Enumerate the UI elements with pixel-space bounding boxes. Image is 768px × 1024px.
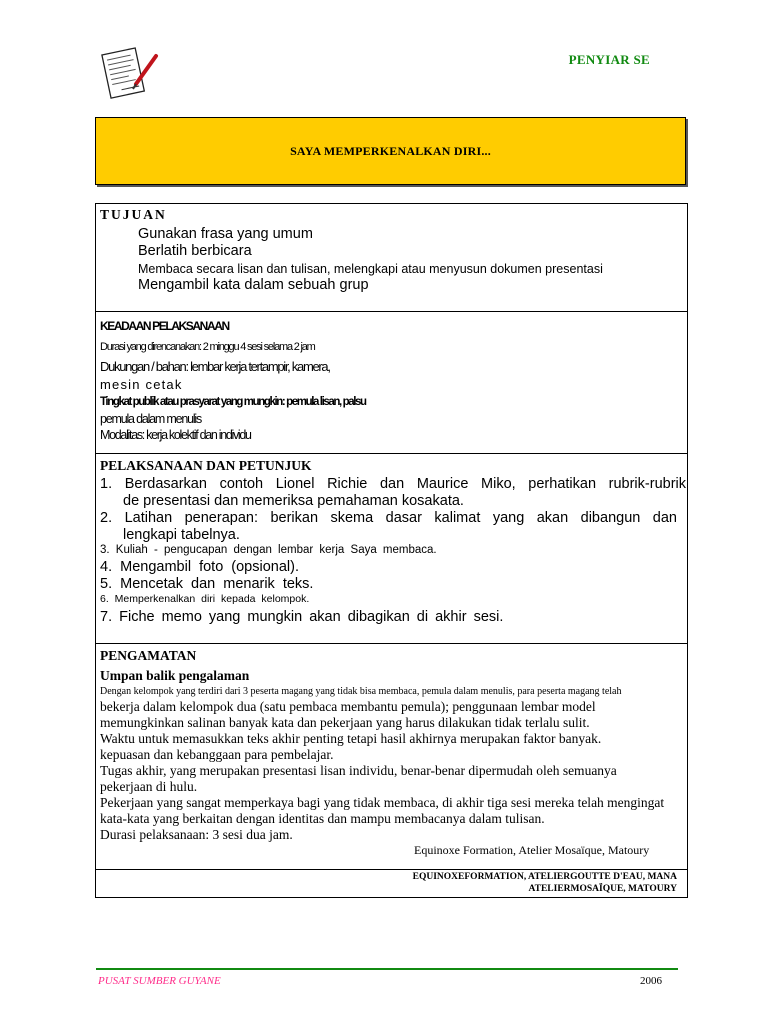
objective-item: Mengambil kata dalam sebuah grup (138, 277, 369, 293)
header-label: PENYIAR SE (568, 52, 650, 67)
section-title: PELAKSANAAN DAN PETUNJUK (100, 458, 312, 473)
section-tujuan (96, 204, 687, 312)
observation-line: Durasi pelaksanaan: 3 sesi dua jam. (100, 827, 293, 842)
source-line: EQUINOXEFORMATION, ATELIERGOUTTE D'EAU, MANA (412, 872, 677, 882)
observation-line: Tugas akhir, yang merupakan presentasi lisan individu, benar-benar dipermudah oleh semuanya (100, 763, 617, 778)
footer-divider (96, 968, 678, 970)
condition-line: Durasi yang direncanakan: 2 minggu 4 sesi selama 2 jam (100, 341, 315, 353)
section-title: TUJUAN (100, 207, 167, 222)
observation-line: bekerja dalam kelompok dua (satu pembaca membantu pemula); penggunaan lembar model (100, 699, 596, 714)
observation-line: Pekerjaan yang sangat memperkaya bagi yang tidak membaca, di akhir tiga sesi mereka telah mengingat (100, 795, 665, 810)
document-pen-icon (98, 44, 160, 100)
step-item: 1. Berdasarkan contoh Lionel Richie dan Maurice Miko, perhatikan rubrik-rubrik (100, 476, 686, 492)
condition-line: pemula dalam menulis (100, 412, 202, 426)
observation-subheading: Umpan balik pengalaman (100, 668, 250, 683)
condition-line: Modalitas: kerja kolektif dan individu (100, 428, 251, 442)
source-line: ATELIERMOSAÏQUE, MATOURY (528, 884, 677, 894)
page-title: SAYA MEMPERKENALKAN DIRI... (290, 144, 491, 158)
footer-org: PUSAT SUMBER GUYANE (98, 975, 221, 987)
title-box (95, 117, 686, 185)
condition-line: mesin cetak (100, 377, 183, 392)
section-keadaan (96, 312, 687, 454)
step-item: 2. Latihan penerapan: berikan skema dasar kalimat yang akan dibangun dan (100, 510, 677, 526)
section-source (96, 870, 687, 897)
observation-line: memungkinkan salinan banyak kata dan pekerjaan yang harus dilakukan tidak terlalu sulit. (100, 715, 590, 730)
section-title: PENGAMATAN (100, 648, 197, 663)
objective-item: Membaca secara lisan dan tulisan, melengkapi atau menyusun dokumen presentasi (138, 262, 603, 276)
step-item: 6. Memperkenalkan diri kepada kelompok. (100, 593, 310, 605)
observation-line: Dengan kelompok yang terdiri dari 3 peserta magang yang tidak bisa membaca, pemula dalam menulis, para peserta magang telah (100, 686, 622, 697)
condition-line: Dukungan / bahan: lembar kerja tertampir, kamera, (100, 359, 330, 374)
section-title: KEADAAN PELAKSANAAN (100, 319, 229, 333)
step-item: 5. Mencetak dan menarik teks. (100, 576, 314, 592)
activity-sheet (95, 203, 688, 898)
step-item: 4. Mengambil foto (opsional). (100, 559, 299, 575)
step-item: de presentasi dan memeriksa pemahaman kosakata. (123, 493, 464, 509)
objective-item: Berlatih berbicara (138, 243, 252, 259)
observation-line: pekerjaan di hulu. (100, 779, 198, 794)
step-item: 3. Kuliah - pengucapan dengan lembar kerja Saya membaca. (100, 544, 437, 556)
credit-line: Equinoxe Formation, Atelier Mosaïque, Matoury (414, 843, 650, 857)
observation-line: kata-kata yang berkaitan dengan identitas dan mampu membacanya dalam tulisan. (100, 811, 545, 826)
objective-item: Gunakan frasa yang umum (138, 226, 313, 242)
condition-line: Tingkat publik atau prasyarat yang mungkin: pemula lisan, palsu (100, 396, 366, 408)
step-item: 7. Fiche memo yang mungkin akan dibagikan di akhir sesi. (100, 609, 504, 625)
observation-line: Waktu untuk memasukkan teks akhir penting tetapi hasil akhirnya merupakan faktor banyak. (100, 731, 602, 746)
step-item: lengkapi tabelnya. (123, 527, 240, 543)
section-pengamatan (96, 644, 687, 870)
footer-year: 2006 (640, 975, 662, 987)
section-pelaksanaan (96, 454, 687, 644)
observation-line: kepuasan dan kebanggaan para pembelajar. (100, 747, 334, 762)
